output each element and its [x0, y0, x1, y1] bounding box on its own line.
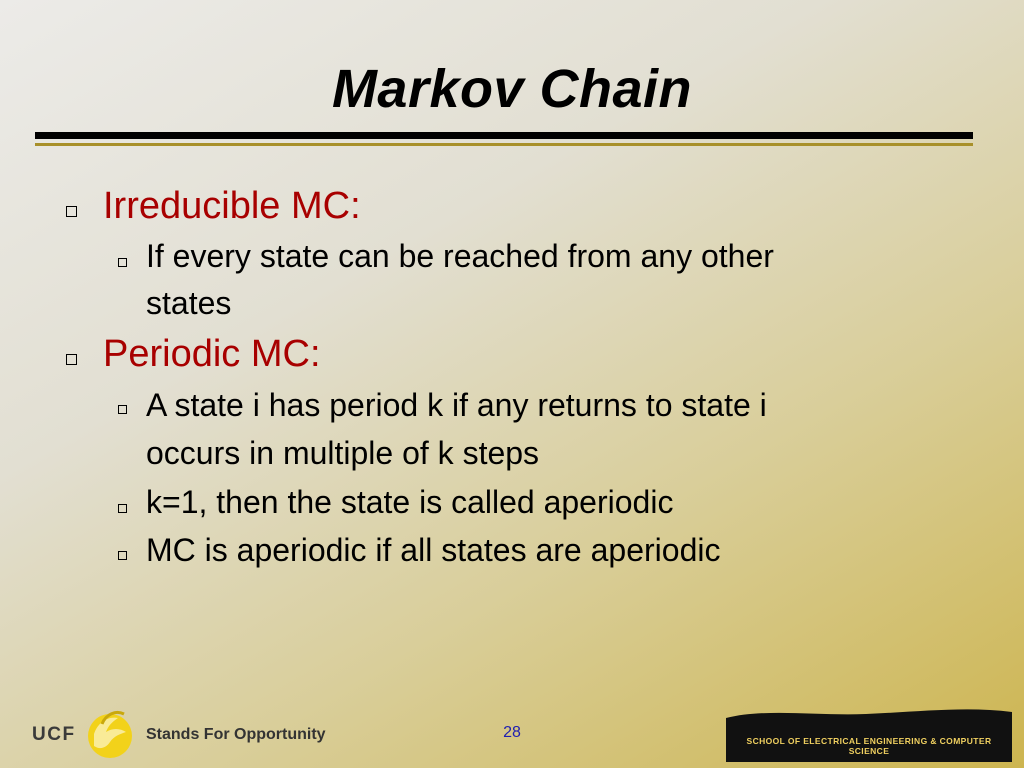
bullet-periodic-def-cont: occurs in multiple of k steps: [146, 435, 540, 471]
pegasus-logo-icon: [84, 704, 136, 762]
title-rule-gold: [35, 143, 973, 146]
bullet-periodic: Periodic MC:: [103, 333, 321, 375]
slide-title: Markov Chain: [331, 59, 693, 119]
bullet-box: [66, 206, 77, 217]
bullet-irreducible: Irreducible MC:: [103, 185, 361, 227]
bullet-box: [118, 504, 127, 513]
bullet-periodic-def: A state i has period k if any returns to state i: [146, 387, 767, 423]
school-banner: [726, 708, 1012, 762]
bullet-aperiodic: MC is aperiodic if all states are aperiodic: [146, 532, 721, 568]
ucf-slogan: Stands For Opportunity: [146, 726, 326, 743]
bullet-irreducible-def-cont: states: [146, 285, 232, 321]
bullet-irreducible-def: If every state can be reached from any other: [146, 238, 774, 274]
bullet-box: [118, 258, 127, 267]
bullet-box: [118, 551, 127, 560]
bullet-k1: k=1, then the state is called aperiodic: [146, 484, 674, 520]
bullet-box: [118, 405, 127, 414]
title-rule: [35, 132, 973, 139]
bullet-box: [66, 354, 77, 365]
page-number: 28: [503, 724, 521, 741]
school-name: SCHOOL OF ELECTRICAL ENGINEERING & COMPUTER SCIENCE: [746, 736, 992, 756]
ucf-wordmark: UCF: [32, 724, 76, 745]
